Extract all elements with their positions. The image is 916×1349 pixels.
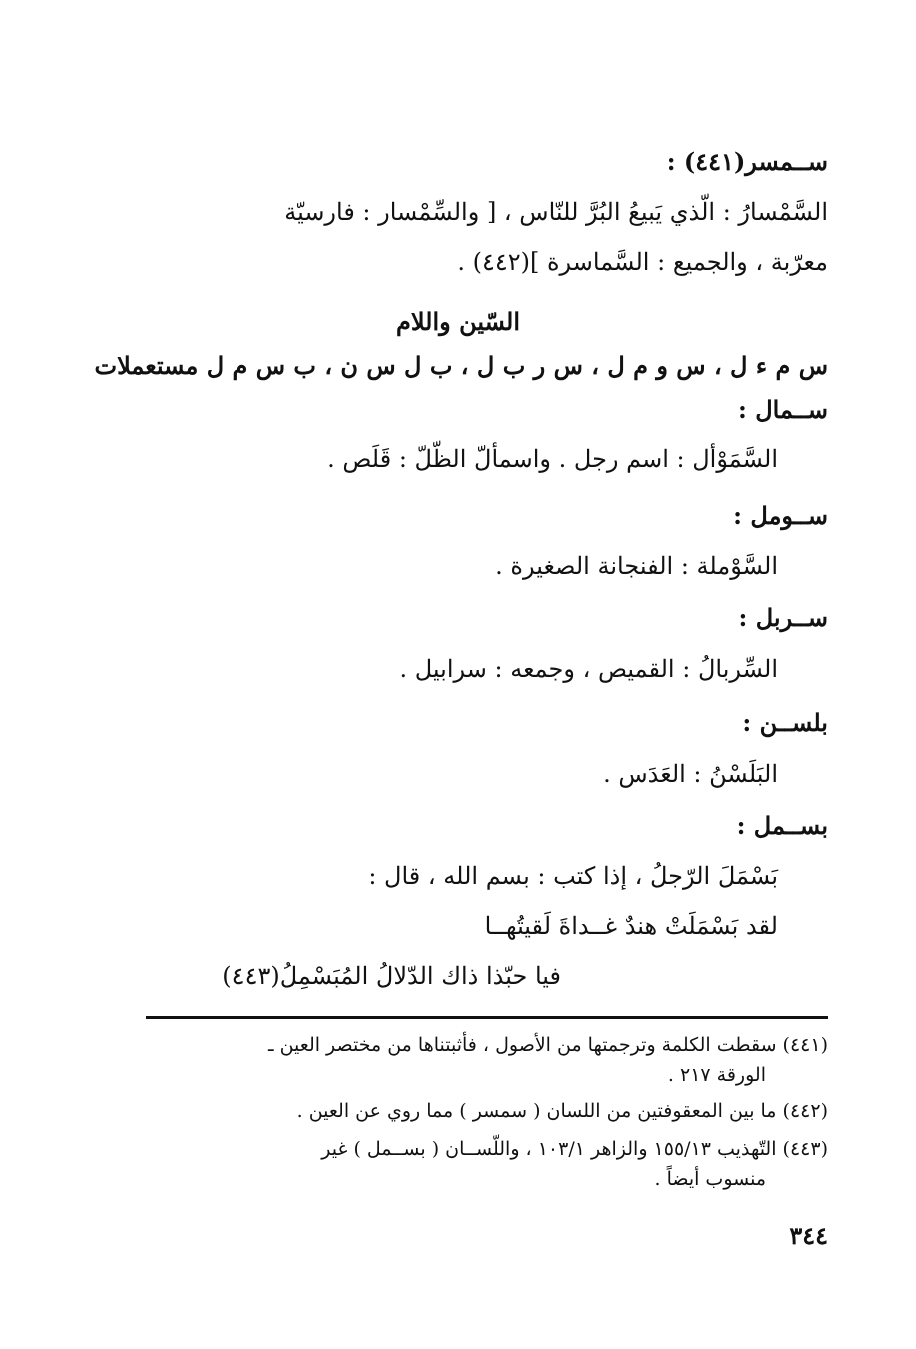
headword-sarbal: ســربل : [738,603,828,632]
footnote-443-line-2: منسوب أيضاً . [654,1168,766,1190]
footnote-separator [146,1016,828,1019]
headword-samal: ســمال : [737,395,828,424]
definition-samsar-line-1: السَّمْسارُ : الّذي يَبيعُ البُرَّ للنّاس ، [ والسِّمْسار : فارسيّة [284,198,828,226]
definition-samsar-line-2: معرّبة ، والجميع : السَّماسرة ](٤٤٢) . [457,248,828,276]
headword-samsar: ســمسر(٤٤١) : [666,147,828,176]
headword-sawmal: ســومل : [733,501,828,530]
verse-line-1: لقد بَسْمَلَتْ هندٌ غــداةَ لَقيتُهــا [484,912,778,940]
footnote-441-line-1: (٤٤١) سقطت الكلمة وترجمتها من الأصول ، فأثبتناها من مختصر العين ـ [267,1034,828,1056]
footnote-443-line-1: (٤٤٣) التّهذيب ١٥٥/١٣ والزاهر ١٠٣/١ ، واللّســان ( بســمل ) غير [321,1138,828,1160]
headword-basmal: بســمل : [736,811,828,840]
definition-samal: السَّمَوْأل : اسم رجل . واسمألّ الظّلّ : قَلَص . [327,445,778,473]
definition-sarbal: السِّربالُ : القميص ، وجمعه : سرابيل . [399,655,778,683]
section-heading: السّين واللام [395,307,520,336]
roots-list: س م ء ل ، س و م ل ، س ر ب ل ، ب ل س ن ، ب س م ل مستعملات [94,351,828,380]
headword-balsan: بلســن : [742,708,828,737]
verse-line-2: فيا حبّذا ذاك الدّلالُ المُبَسْمِلُ(٤٤٣) [222,962,561,990]
definition-basmal: بَسْمَلَ الرّجلُ ، إذا كتب : بسم الله ، قال : [368,862,778,890]
definition-balsan: البَلَسْنُ : العَدَس . [603,760,778,788]
footnote-441-line-2: الورقة ٢١٧ . [667,1064,766,1086]
page-number: ٣٤٤ [789,1221,828,1250]
footnote-442: (٤٤٢) ما بين المعقوفتين من اللسان ( سمسر ) مما روي عن العين . [296,1100,828,1122]
definition-sawmal: السَّوْملة : الفنجانة الصغيرة . [495,552,778,580]
